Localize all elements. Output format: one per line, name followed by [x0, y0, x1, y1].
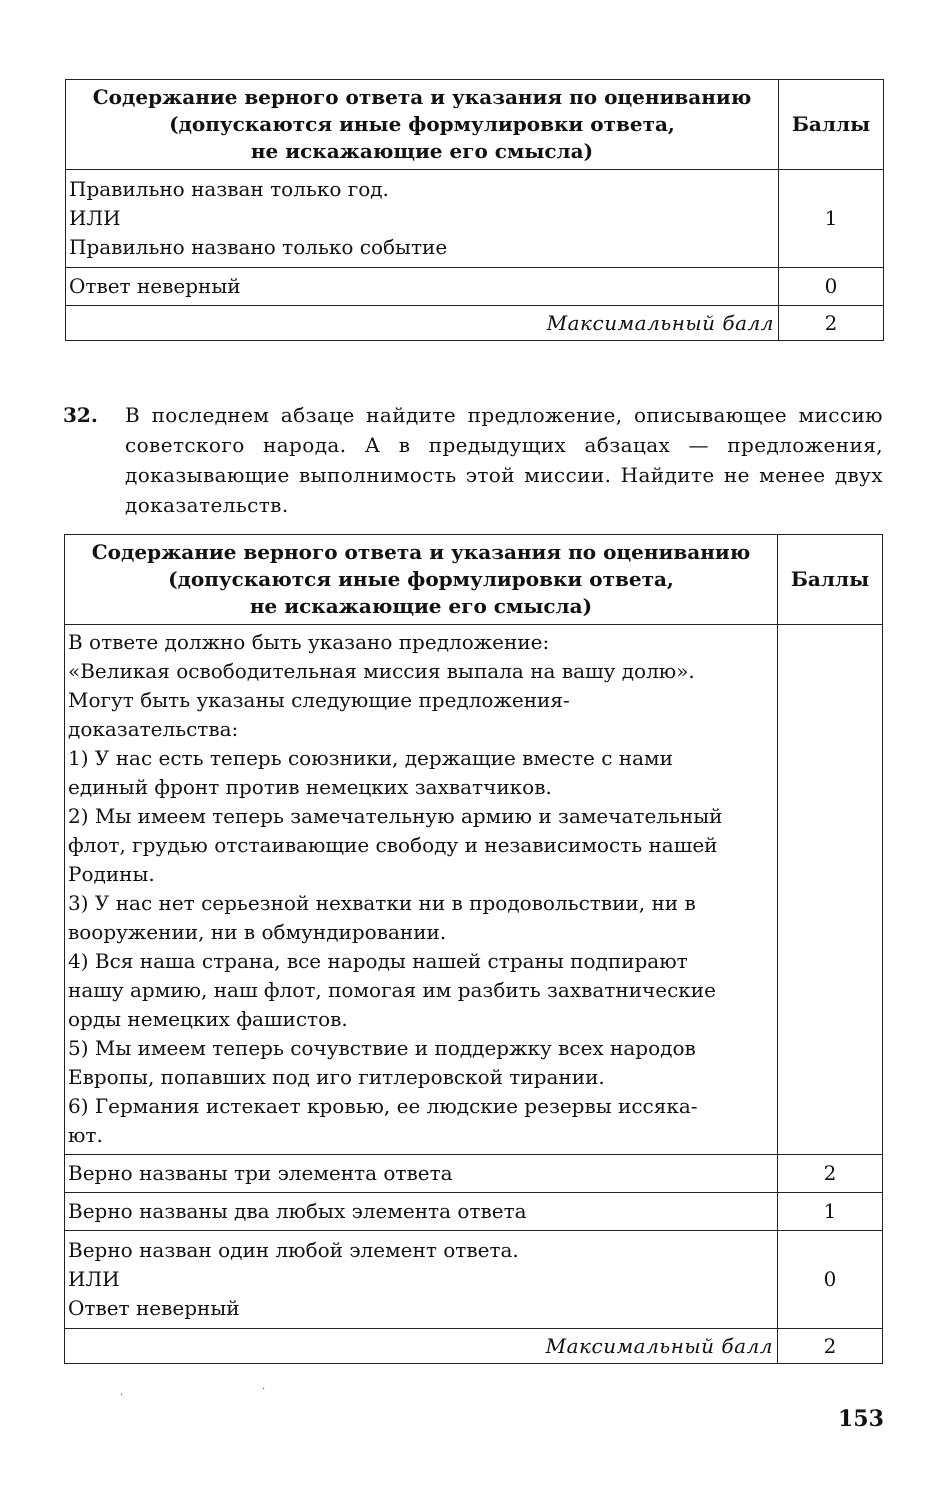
max-score-value: 2	[779, 306, 884, 341]
score-cell-empty	[778, 625, 883, 1155]
answer-line: 4) Вся наша страна, все народы нашей страны подпирают	[68, 949, 688, 973]
answer-line: нашу армию, наш флот, помогая им разбить захватнические	[68, 978, 716, 1002]
answer-line: вооружении, ни в обмундировании.	[68, 920, 447, 944]
criteria-line: ИЛИ	[69, 205, 121, 230]
answer-line: ют.	[68, 1123, 103, 1147]
answer-line: 3) У нас нет серьезной нехватки ни в продовольствии, ни в	[68, 891, 696, 915]
max-score-row	[65, 1329, 883, 1364]
max-score-label: Максимальный балл	[66, 306, 779, 341]
table-row	[66, 268, 884, 306]
answer-line: 1) У нас есть теперь союзники, держащие вместе с нами	[68, 746, 673, 770]
max-score-label: Максимальный балл	[65, 1329, 778, 1364]
criteria-line: Верно назван один любой элемент ответа.	[68, 1237, 519, 1262]
score-header: Баллы	[778, 535, 883, 625]
score-cell: 0	[778, 1231, 883, 1329]
score-header: Баллы	[779, 80, 884, 170]
criteria-line: ИЛИ	[68, 1266, 120, 1291]
criteria-line: Верно названы три элемента ответа	[68, 1160, 453, 1185]
table-header-row	[65, 535, 883, 625]
answer-content-cell	[65, 625, 778, 1155]
answer-line: флот, грудью отстаивающие свободу и независимость нашей	[68, 833, 718, 857]
table-row	[65, 1231, 883, 1329]
criteria-line: Правильно назван только год.	[69, 176, 389, 201]
answer-line: Родины.	[68, 862, 155, 886]
score-cell: 1	[779, 170, 884, 268]
criteria-cell	[65, 1193, 778, 1231]
grading-table-2	[64, 534, 883, 1364]
answer-line: доказательства:	[68, 717, 239, 741]
max-score-value: 2	[778, 1329, 883, 1364]
score-cell: 1	[778, 1193, 883, 1231]
criteria-header	[66, 80, 779, 170]
table-row	[66, 170, 884, 268]
criteria-header-line: Содержание верного ответа и указания по оцениванию	[92, 85, 752, 109]
criteria-line: Верно названы два любых элемента ответа	[68, 1198, 527, 1223]
grading-table-1	[65, 79, 884, 341]
answer-content-row	[65, 625, 883, 1155]
criteria-cell	[65, 1231, 778, 1329]
answer-line: 6) Германия истекает кровью, ее людские резервы иссяка-	[68, 1094, 698, 1118]
criteria-cell	[65, 1155, 778, 1193]
score-cell: 2	[778, 1155, 883, 1193]
criteria-cell	[66, 268, 779, 306]
table-row	[65, 1193, 883, 1231]
table-row	[65, 1155, 883, 1193]
answer-line: единый фронт против немецких захватчиков.	[68, 775, 552, 799]
criteria-header-line: Содержание верного ответа и указания по оцениванию	[91, 540, 751, 564]
answer-line: 5) Мы имеем теперь сочувствие и поддержку всех народов	[68, 1036, 696, 1060]
criteria-header	[65, 535, 778, 625]
criteria-header-line: не искажающие его смысла)	[250, 139, 594, 163]
question-number: 32.	[63, 403, 98, 427]
answer-line: В ответе должно быть указано предложение:	[68, 630, 550, 654]
scan-speck: ·	[120, 1390, 124, 1401]
question-32	[63, 400, 883, 520]
answer-line: 2) Мы имеем теперь замечательную армию и замечательный	[68, 804, 723, 828]
criteria-header-line: (допускаются иные формулировки ответа,	[169, 112, 675, 136]
criteria-line: Ответ неверный	[68, 1295, 240, 1320]
criteria-line: Ответ неверный	[69, 273, 241, 298]
criteria-header-line: не искажающие его смысла)	[249, 594, 593, 618]
page-number: 153	[838, 1406, 884, 1432]
answer-line: «Великая освободительная миссия выпала на вашу долю».	[68, 659, 695, 683]
criteria-header-line: (допускаются иные формулировки ответа,	[168, 567, 674, 591]
score-cell: 0	[779, 268, 884, 306]
question-text: В последнем абзаце найдите предложение, описывающее миссию советского народа. А в предыдущих абзацах — предложения, доказывающие выполнимость этой миссии. Найдите не менее двух доказательств.	[125, 403, 883, 517]
criteria-cell	[66, 170, 779, 268]
answer-line: Европы, попавших под иго гитлеровской тирании.	[68, 1065, 605, 1089]
answer-line: Могут быть указаны следующие предложения-	[68, 688, 570, 712]
criteria-line: Правильно названо только событие	[69, 234, 448, 259]
table-header-row	[66, 80, 884, 170]
scan-speck: ·	[262, 1384, 266, 1395]
answer-line: орды немецких фашистов.	[68, 1007, 348, 1031]
max-score-row	[66, 306, 884, 341]
